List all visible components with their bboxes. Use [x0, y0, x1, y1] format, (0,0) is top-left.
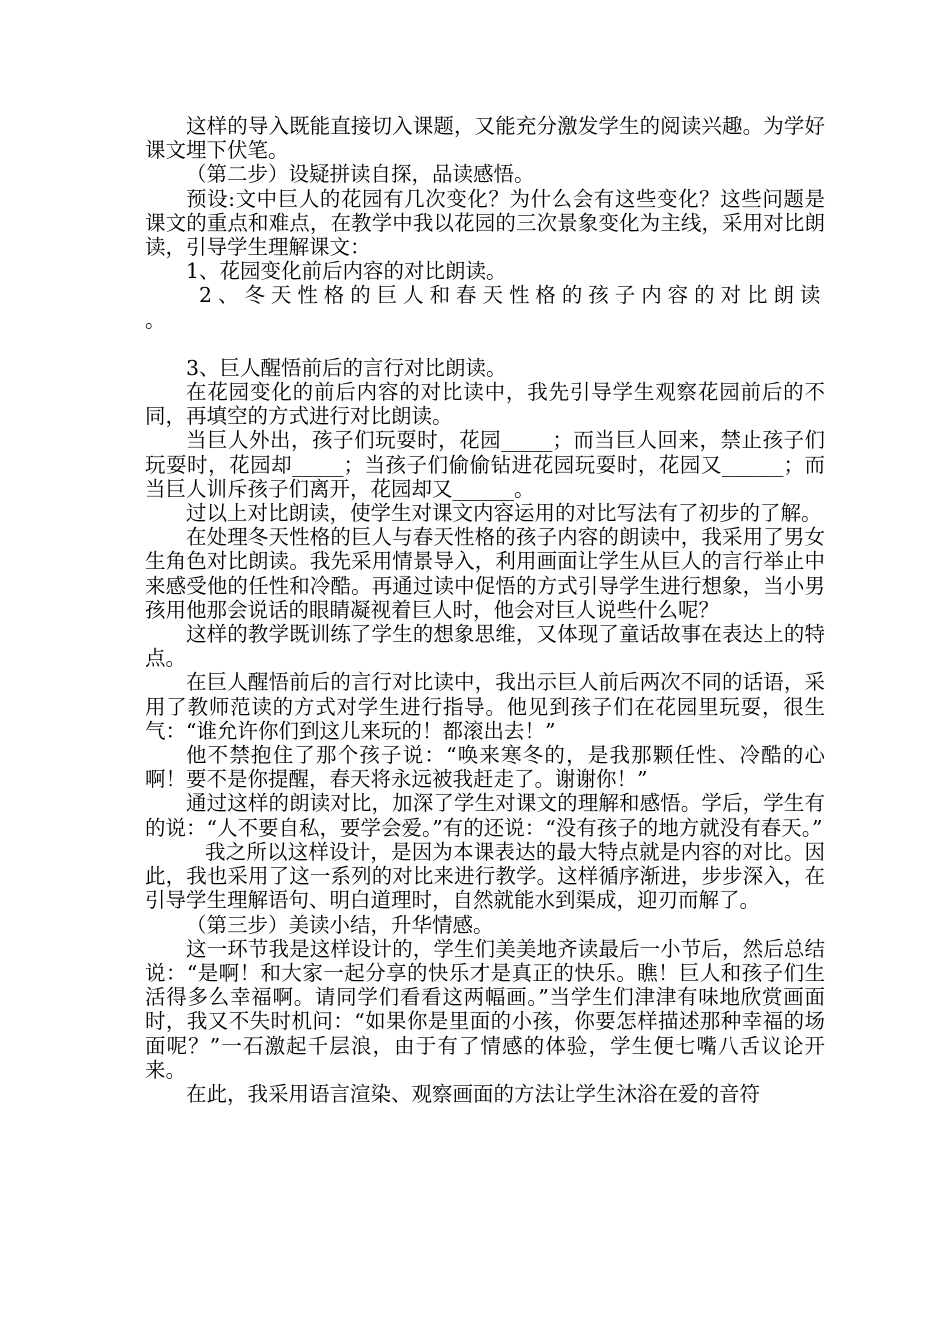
paragraph: 这一环节我是这样设计的，学生们美美地齐读最后一小节后，然后总结说：“是啊！和大家一起分享的快乐才是真正的快乐。瞧！巨人和孩子们生活得多么幸福啊。请同学们看看这两幅画。”当学生们津津有味地欣赏画面时，我又不失时机问：“如果你是里面的小孩，你要怎样描述那种幸福的场面呢？”一石激起千层浪，由于有了情感的体验，学生便七嘴八舌议论开来。: [145, 936, 825, 1082]
list-item: 3、巨人醒悟前后的言行对比朗读。: [186, 355, 507, 380]
paragraph: 在花园变化的前后内容的对比读中，我先引导学生观察花园前后的不同，再填空的方式进行对比朗读。: [145, 380, 825, 429]
step-heading: （第二步）设疑拼读自探，品读感悟。: [186, 162, 535, 187]
paragraph: 在巨人醒悟前后的言行对比读中，我出示巨人前后两次不同的话语，采用了教师范读的方式对学生进行指导。他见到孩子们在花园里玩耍，很生气：“谁允许你们到这儿来玩的！都滚出去！”: [145, 670, 825, 743]
document-body: [145, 114, 825, 1106]
paragraph: 在处理冬天性格的巨人与春天性格的孩子内容的朗读中，我采用了男女生角色对比朗读。我先采用情景导入，利用画面让学生从巨人的言行举止中来感受他的任性和冷酷。再通过读中促悟的方式引导学生进行想象，当小男孩用他那会说话的眼睛凝视着巨人时，他会对巨人说些什么呢？: [145, 525, 825, 622]
paragraph: 这样的导入既能直接切入课题，又能充分激发学生的阅读兴趣。为学好课文埋下伏笔。: [145, 114, 825, 163]
paragraph: 过以上对比朗读，使学生对课文内容运用的对比写法有了初步的了解。: [186, 501, 822, 526]
paragraph: 通过这样的朗读对比，加深了学生对课文的理解和感悟。学后，学生有的说：“人不要自私，要学会爱。”有的还说：“没有孩子的地方就没有春天。”: [145, 791, 825, 840]
step-heading: （第三步）美读小结，升华情感。: [186, 912, 494, 937]
paragraph: 预设:文中巨人的花园有几次变化？为什么会有这些变化？这些问题是课文的重点和难点，在教学中我以花园的三次景象变化为主线，采用对比朗读，引导学生理解课文：: [145, 186, 825, 260]
paragraph: 当巨人外出，孩子们玩耍时，花园_____；而当巨人回来，禁止孩子们玩耍时，花园却_____；当孩子们偷偷钻进花园玩耍时，花园又______；而当巨人训斥孩子们离开，花园却又______。: [145, 428, 825, 501]
paragraph: 他不禁抱住了那个孩子说：“唤来寒冬的，是我那颗任性、冷酷的心啊！要不是你提醒，春天将永远被我赶走了。谢谢你！”: [145, 743, 825, 792]
paragraph: 这样的教学既训练了学生的想象思维，又体现了童话故事在表达上的特点。: [145, 622, 825, 671]
list-item: 1、花园变化前后内容的对比朗读。: [186, 259, 507, 284]
paragraph: 我之所以这样设计，是因为本课表达的最大特点就是内容的对比。因此，我也采用了这一系列的对比来进行教学。这样循序渐进，步步深入，在引导学生理解语句、明白道理时，自然就能水到渠成，迎刃而解了。: [145, 839, 825, 913]
paragraph: 在此，我采用语言渲染、观察画面的方法让学生沐浴在爱的音符: [186, 1081, 760, 1106]
list-item: 2、冬天性格的巨人和春天性格的孩子内容的对比朗读 。: [145, 283, 825, 332]
